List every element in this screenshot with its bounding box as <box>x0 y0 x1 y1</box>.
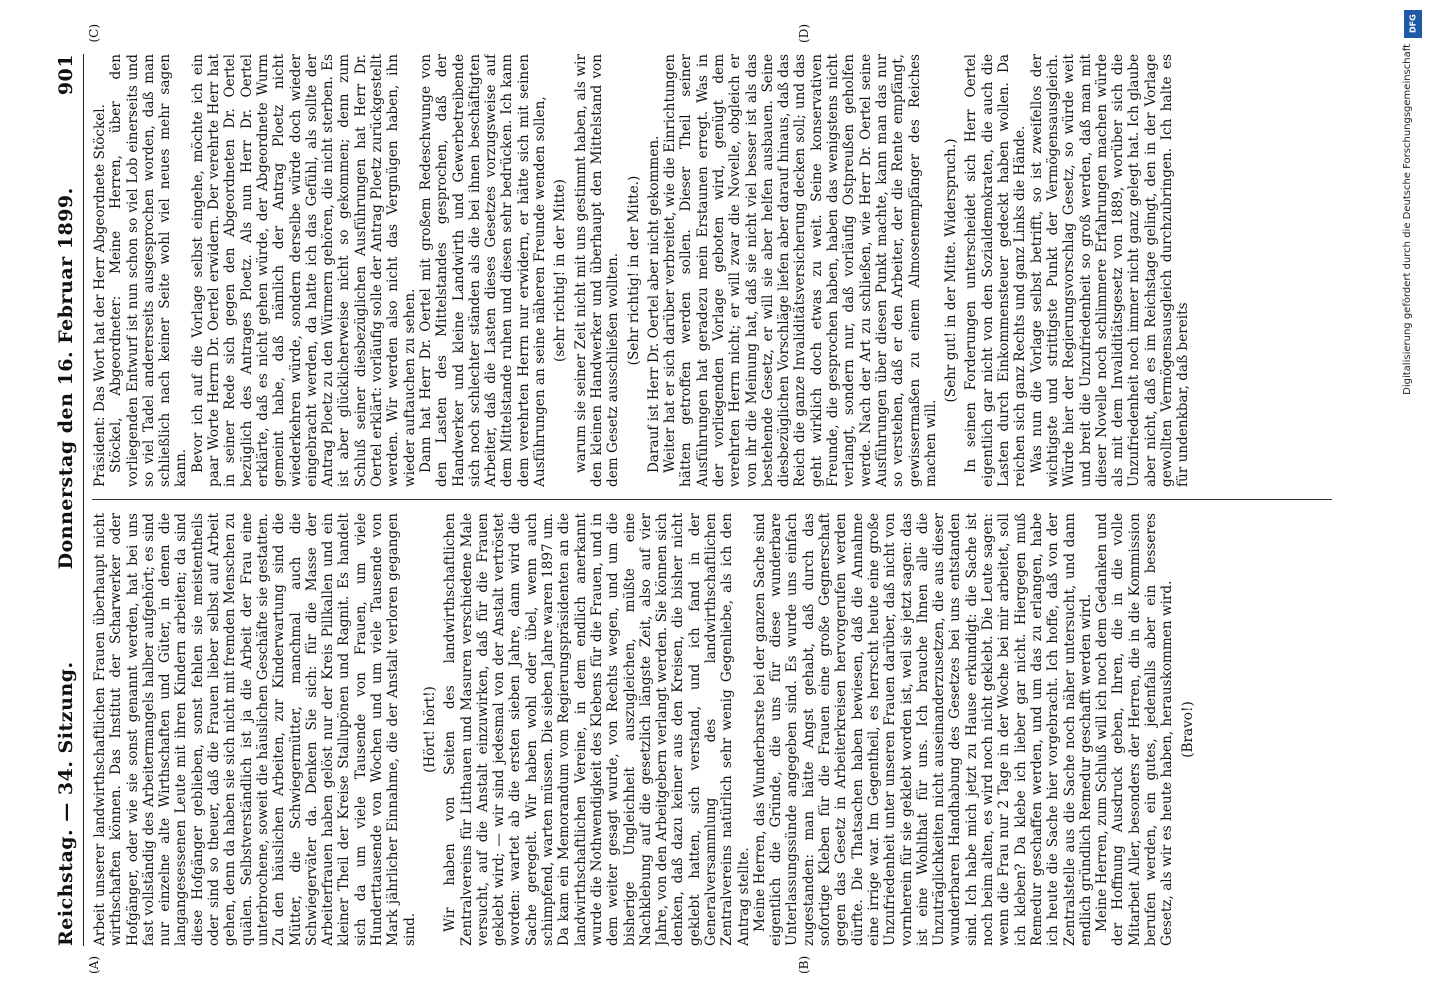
right-column-paragraph: (Sehr richtig! in der Mitte.) <box>625 175 642 366</box>
digitization-credit <box>1398 0 1432 1000</box>
header-left: Reichstag. — 34. Sitzung. <box>55 661 77 946</box>
right-column-paragraph: Dann hat Herr Dr. Oertel mit großem Redeschwunge von den Lasten des Mittelstandes gesprochen, daß der Handwerker und kleine Landwirth und Gewerbetreibende sich noch schlechter ständen als die bei ihnen beschäftigten Arbeiter, daß die Lasten dieses Gesetzes vorzugsweise auf dem Mittelstande ruhen und diesen sehr bedrücken. Ich kann dem verehrten Herrn nur erwidern, er hätte sich mit seinen Ausführungen an seine näheren Freunde wenden sollen, <box>417 54 549 487</box>
column-divider <box>92 499 1332 500</box>
page-number: 901 <box>55 54 77 96</box>
left-column-paragraph: Meine Herren, das Wunderbarste bei der ganzen Sache sind eigentlich die Gründe, die uns für diese wunderbare Unterlassungssünde angegeben sind. Es wurde uns einfach zugestanden: man hätte Angst gehabt, daß durch das sofortige Kleben für die Frauen eine große Gegnerschaft gegen das Gesetz in Arbeiterkreisen hervorgerufen werden dürfte. Die Thatsachen haben bewiesen, daß die Annahme eine irrige war. Im Gegentheil, es herrscht heute eine große Unzufriedenheit unter unseren Frauen darüber, daß nicht von vornherein für sie geklebt worden ist, weil sie jetzt sagen: das ist eine Wohlthat für uns. Ich brauche Ihnen alle die Unzuträglichkeiten nicht auseinanderzusetzen, die aus dieser wunderbaren Handhabung des Gesetzes bei uns entstanden sind. Ich habe mich jetzt zu Hause erkundigt: die Sache ist noch beim alten, es wird noch nicht geklebt. Die Leute sagen: wenn die Frau nur 2 Tage in der Woche bei mir arbeitet, soll ich kleben? Da klebe ich lieber gar nicht. Hiergegen muß Remedur geschaffen werden, und um das zu erlangen, habe ich heute die Sache hier vorgebracht. Ich hoffe, daß von der Zentralstelle aus die Sache noch näher untersucht, und dann endlich gründlich Remedur geschafft werden wird. <box>751 513 1094 946</box>
credit-text: Digitalisierung gefördert durch die Deutsche Forschungsgemeinschaft <box>1402 44 1413 395</box>
margin-marker-c: (C) <box>87 24 101 43</box>
right-column-paragraph: (sehr richtig! in der Mitte) <box>552 179 569 362</box>
text-columns <box>92 54 1332 946</box>
margin-marker-b: (B) <box>797 955 811 974</box>
right-column-paragraph: Präsident: Das Wort hat der Herr Abgeordnete Stöckel. <box>92 104 108 487</box>
margin-marker-d: (D) <box>797 24 811 43</box>
left-column-paragraph: Arbeit unserer landwirthschaftlichen Frauen überhaupt nicht wirthschaften können. Das Institut der Scharwerker oder Hofgänger, oder wie sie sonst genannt werden, hat bei uns fast vollständig des Arbeitermangels halber aufgehört; es sind nur einzelne alte Wirthschaften und Güter, in denen die langangesessenen Leute mit ihren Kindern arbeiten; da sind diese Hofgänger geblieben, sonst fehlen sie meistentheils oder sind so theuer, daß die Frauen lieber selbst auf Arbeit gehen, denn da haben sie sich nicht mit fremden Menschen zu quälen. Selbstverständlich ist ja die Arbeit der Frau eine unterbrochene, soweit die häuslichen Geschäfte sie gestatten. Zu den häuslichen Arbeiten, zur Kinderwartung sind die Mütter, die Schwiegermütter, manchmal auch die Schwiegerväter da. Denken Sie sich: für die Masse der Arbeiterfrauen haben gelöst nur der Kreis Pillkallen und ein kleiner Theil der Kreise Stallupönen und Ragnit. Es handelt sich da um viele Tausende von Frauen, um viele Hunderttausende von Wochen und um viele Tausende von Mark jährlicher Einnahme, die der Anstalt verloren gegangen sind. <box>92 513 418 946</box>
right-column-paragraph: Weiter hat er sich darüber verbreitet, wie die Einrichtungen hätten getroffen werden sollen. Dieser Theil seiner Ausführungen hat geradezu mein Erstaunen erregt. Was in der vorliegenden Vorlage geboten wird, genügt dem verehrten Herrn nicht; er will zwar die Novelle, obgleich er von ihr die Meinung hat, daß sie nicht viel besser ist als das bestehende Gesetz, er will sie aber helfen ausbauen. Seine diesbezüglichen Vorschläge liefen aber darauf hinaus, daß das Reich die ganze Invaliditätsversicherung decken soll; und das geht wirklich doch etwas zu weit. Seine konservativen Freunde, die gesprochen haben, haben das wenigstens nicht verlangt, sondern nur, daß vorläufig Ostpreußen geholfen werde. Nach der Art zu schließen, wie Herr Dr. Oertel seine Ausführungen über diesen Punkt machte, kann man das nur so verstehen, daß er den Arbeiter, der die Rente empfängt, gewissermaßen zu einem Almosenempfänger des Reiches machen will. <box>662 54 939 487</box>
right-column-paragraph: In seinen Forderungen unterscheidet sich Herr Oertel eigentlich gar nicht von den Sozialdemokraten, die auch die Lasten durch Einkommensteuer gedeckt haben wollen. Da reichen sich ganz Rechts und ganz Links die Hände. <box>963 54 1029 487</box>
right-column <box>92 54 1332 487</box>
page-header <box>55 54 84 946</box>
left-column <box>92 513 1332 946</box>
dfg-logo: DFG <box>1404 10 1422 38</box>
margin-marker-a: (A) <box>87 955 101 974</box>
left-column-paragraph: (Bravo!) <box>1179 701 1196 758</box>
left-column-paragraph: Meine Herren, zum Schluß will ich noch dem Gedanken und der Hoffnung Ausdruck geben, Ihren, die in die volle Mitarbeit Aller, besonders der Herren, die in die Kommission berufen werden, ein gutes, jedenfalls aber ein besseres Gesetz, als wir es heute haben, herauskommen wird. <box>1094 513 1176 946</box>
left-column-paragraph: Wir haben von Seiten des landwirthschaftlichen Zentralvereins für Litthauen und Masuren verschiedene Male versucht, auf die Anstalt einzuwirken, daß für die Frauen geklebt wird; — wir sind jedesmal von der Anstalt vertröstet worden: wartet ab die ersten sieben Jahre, dann wird die Sache geregelt. Wir haben wohl oder übel, wenn auch schimpfend, warten müssen. Die sieben Jahre waren 1897 um. Da kam ein Memorandum vom Regierungspräsidenten an die landwirthschaftlichen Vereine, in dem endlich anerkannt wurde die Nothwendigkeit des Klebens für die Frauen, und in dem weiter gesagt wurde, von Rechts wegen, und um die bisherige Ungleichheit auszugleichen, müßte eine Nachklebung auf die gesetzlich längste Zeit, also auf vier Jahre, von den Arbeitgebern verlangt werden. Sie können sich denken, daß dazu keiner aus den Kreisen, die bisher nicht geklebt hatten, sich verstand, und ich fand in der Generalversammlung des landwirthschaftlichen Zentralvereins natürlich sehr wenig Gegenliebe, als ich den Antrag stellte. <box>442 513 752 946</box>
right-column-paragraph: warum sie seiner Zeit nicht mit uns gestimmt haben, als wir den kleinen Handwerker und überhaupt den Mittelstand von dem Gesetz ausschließen wollten. <box>572 54 622 487</box>
right-column-paragraph: Stöckel, Abgeordneter: Meine Herren, über den vorliegenden Entwurf ist nun schon so viel Lob einerseits und so viel Tadel andererseits ausgesprochen worden, daß man schließlich nach keiner Seite wohl viel neues mehr sagen kann. <box>108 54 190 487</box>
document-page <box>37 20 1397 980</box>
header-center: Donnerstag den 16. Februar 1899. <box>55 187 77 570</box>
right-column-paragraph: Was nun die Vorlage selbst betrifft, so ist zweifellos der wichtigste und strittigste Punkt der Vermögensausgleich. Würde hier der Regierungsvorschlag Gesetz, so würde weit und breit die Unzufriedenheit so groß werden, daß man mit dieser Novelle noch schlimmere Erfahrungen machen würde als mit dem Invaliditätsgesetz von 1889, worüber sich die Unzufriedenheit noch immer nicht ganz gelegt hat. Ich glaube aber nicht, daß es im Reichstage gelingt, den in der Vorlage gewollten Vermögensausgleich durchzubringen. Ich halte es für undenkbar, daß bereits <box>1028 54 1192 487</box>
right-column-paragraph: Bevor ich auf die Vorlage selbst eingehe, möchte ich ein paar Worte Herrn Dr. Oertel erwidern. Der verehrte Herr hat in seiner Rede sich gegen den Abgeordneten Dr. Oertel bezüglich des Antrages Ploetz. Als nun Herr Dr. Oertel erklärte, daß es nicht gehen würde, der Abgeordnete Wurm gemeint habe, daß nämlich der Antrag Ploetz nicht wiederkehren würde, sondern derselbe würde doch wieder eingebracht werden, da hatte ich das Gefühl, als sollte der Antrag Ploetz zu den Würmern gehören, die nicht sterben. Es ist aber glücklicherweise nicht so gekommen; denn zum Schluß seiner diesbezüglichen Ausführungen hat Herr Dr. Oertel erklärt: vorläufig solle der Antrag Ploetz zurückgestellt werden. Wir werden also nicht das Vergnügen haben, ihn wieder auftauchen zu sehen. <box>189 54 418 487</box>
right-column-paragraph: (Sehr gut! in der Mitte. Widerspruch.) <box>943 138 960 403</box>
right-column-paragraph: Darauf ist Herr Dr. Oertel aber nicht gekommen. <box>645 135 662 473</box>
left-column-paragraph: (Hört! hört!) <box>421 686 438 773</box>
